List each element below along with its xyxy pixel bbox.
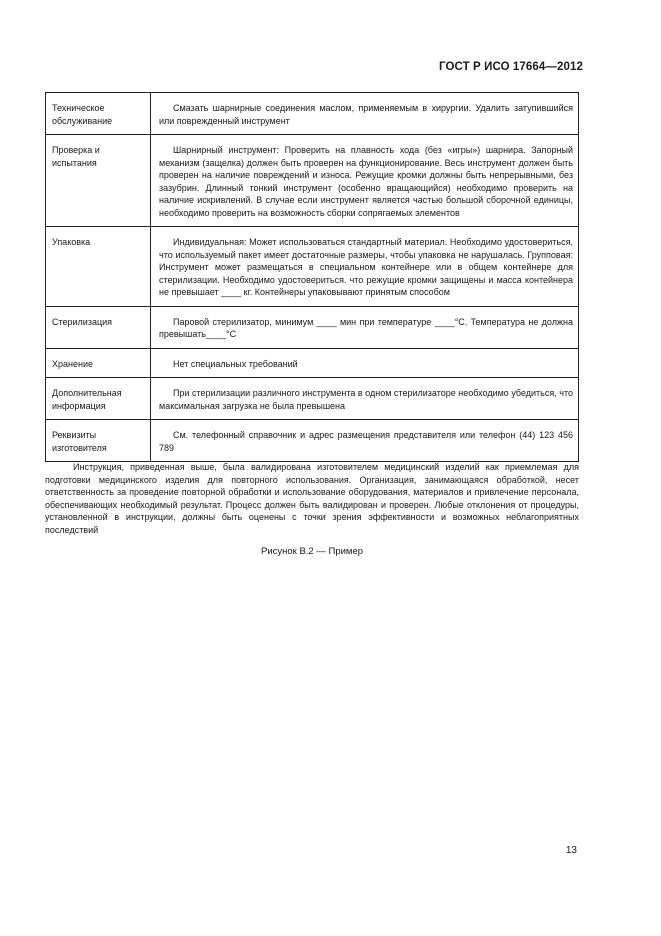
table-row <box>46 378 579 420</box>
table-row <box>46 306 579 348</box>
row-text: Шарнирный инструмент: Проверить на плавность хода (без «игры») шарнира. Запорный механизм (защелка) должен быть проверен на функционирование. Весь инструмент должен быть проверен на наличие повреждений и износа. Режущие кромки должны быть непрерывными, без зазубрин. Длинный тонкий инструмент (особенно вращающийся) необходимо проверить на наличие искривлений. В случае если инструмент является частью большой сборочной единицы, необходимо проверить на возможность сборки сопрягаемых элементов <box>159 145 573 218</box>
row-text: См. телефонный справочник и адрес размещения представителя или телефон (44) 123 456 789 <box>159 430 573 453</box>
row-label: Хранение <box>46 348 151 378</box>
row-label: Проверка и испытания <box>46 135 151 227</box>
row-label: Упаковка <box>46 227 151 307</box>
table-row <box>46 93 579 135</box>
row-label: Техническое обслуживание <box>46 93 151 135</box>
standard-designation: ГОСТ Р ИСО 17664—2012 <box>438 61 583 73</box>
row-text: При стерилизации различного инструмента в одном стерилизаторе необходимо убедиться, что максимальная загрузка не была превышена <box>159 388 573 411</box>
page-number: 13 <box>565 845 577 856</box>
instruction-table <box>45 92 579 462</box>
figure-caption: Рисунок В.2 — Пример <box>260 546 364 557</box>
table-row <box>46 227 579 307</box>
row-label: Стерилизация <box>46 306 151 348</box>
table-row <box>46 348 579 378</box>
row-text: Нет специальных требований <box>173 358 298 369</box>
body-paragraph: Инструкция, приведенная выше, была валидирована изготовителем медицинский изделий как приемлемая для подготовки медицинского изделия для повторного использования. Организация, занимающаяся обработкой, несет ответственность за проведение повторной обработки и использование оборудования, материалов и привлечение персонала, обеспечивающих необходимый результат. Процесс должен быть валидирован и проверен. Любые отклонения от процедуры, установленной в инструкции, должны быть оценены с точки зрения эффективности и возможных неблагоприятных последствий <box>45 462 579 535</box>
row-text: Смазать шарнирные соединения маслом, применяемым в хирургии. Удалить затупившийся или поврежденный инструмент <box>159 103 573 126</box>
row-text: Индивидуальная: Может использоваться стандартный материал. Необходимо удостовериться, что используемый пакет имеет достаточные размеры, чтобы упаковка не нарушалась. Групповая: Инструмент может размещаться в специальном контейнере или в общем контейнере для стерилизации. Необходимо удостовериться. что режущие кромки защищены и масса контейнера не превышает ____ кг. Контейнеры упаковывают принятым способом <box>159 237 573 297</box>
table-row <box>46 420 579 462</box>
row-text: Паровой стерилизатор, минимум ____ мин при температуре ____°С. Температура не должна превышать____°С <box>159 316 573 339</box>
table-row <box>46 135 579 227</box>
row-label: Реквизиты изготовителя <box>46 420 151 462</box>
row-label: Дополнительная информация <box>46 378 151 420</box>
